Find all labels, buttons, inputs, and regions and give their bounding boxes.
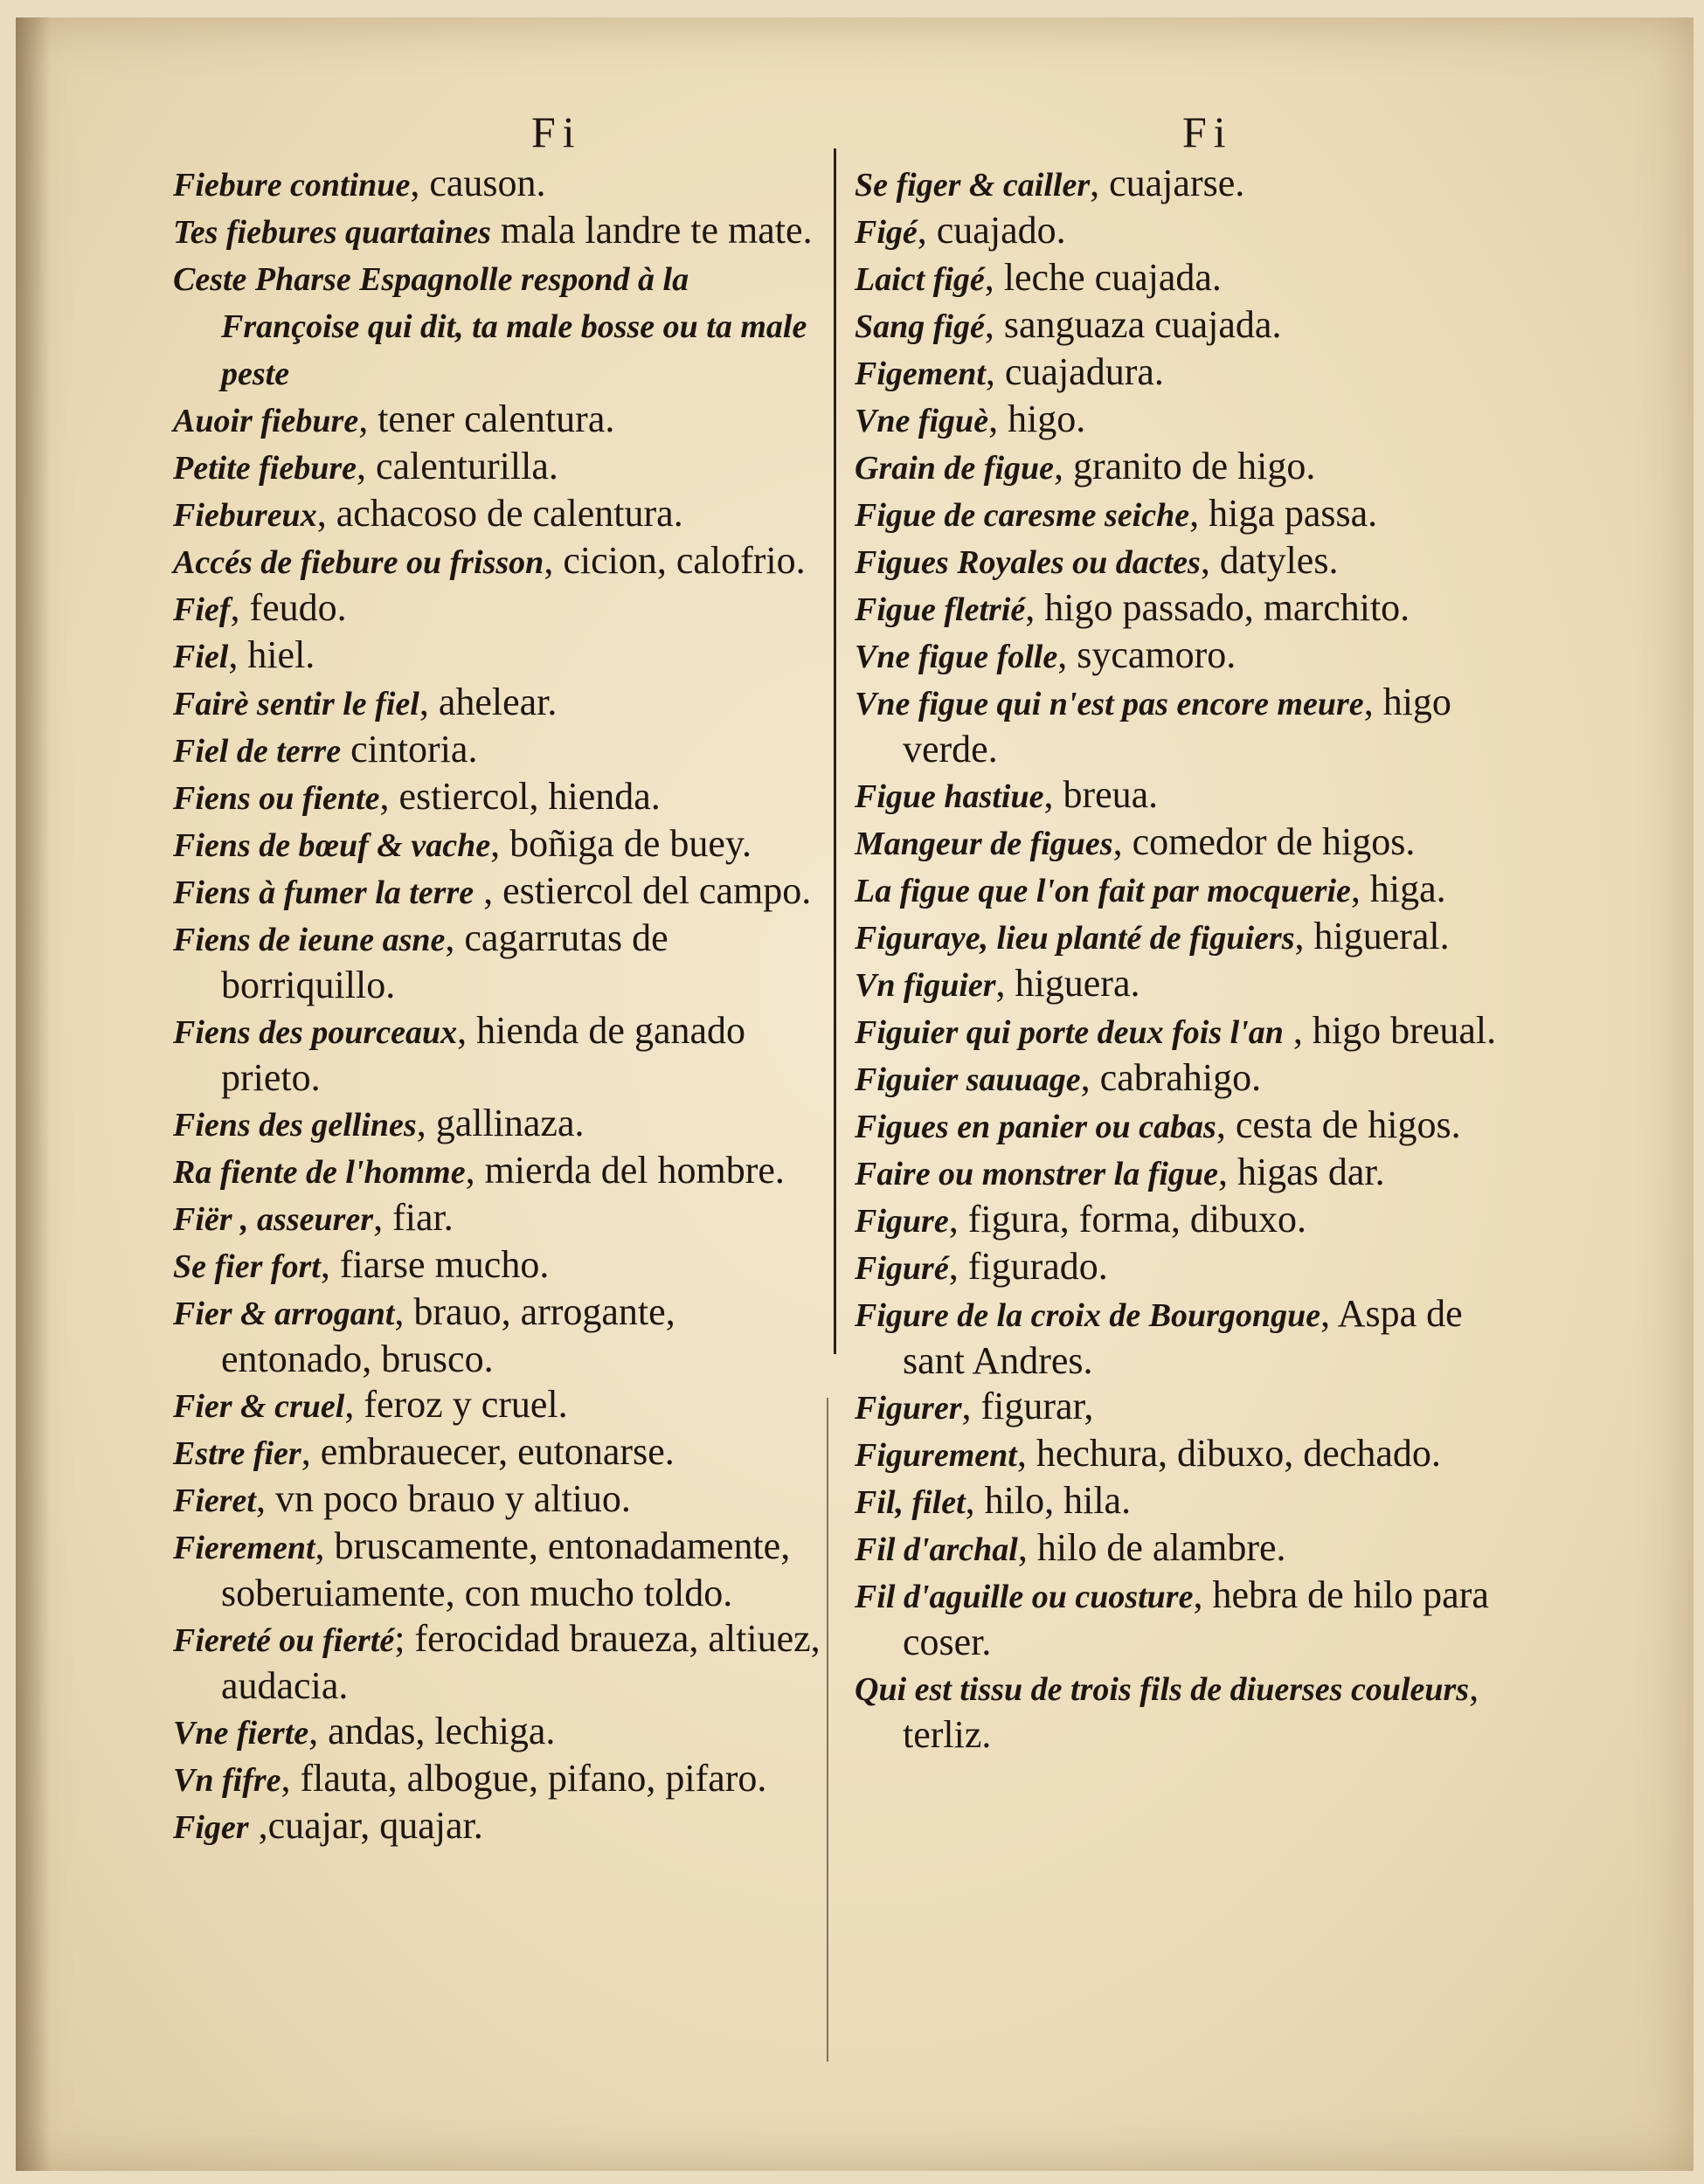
entry-headword: Figurer [855,1390,962,1427]
dictionary-entry [173,632,828,680]
entry-translation: , vn poco brauo y altiuo. [255,1477,631,1520]
dictionary-entry [173,1242,828,1289]
entry-headword: Accés de fiebure ou frisson [173,544,544,581]
column-divider [834,149,836,1354]
entry-translation: , leche cuajada. [984,256,1222,299]
dictionary-entry [173,397,828,444]
dictionary-entry [173,916,828,1008]
entry-headword: Figer [173,1809,249,1846]
entry-translation: cintoria. [341,728,478,771]
entry-headword: Sang figé [855,308,985,345]
entry-headword: Figurement [855,1437,1017,1474]
dictionary-entry [173,444,828,491]
entry-translation: , hienda de ganado prieto. [221,1009,746,1099]
entry-translation: , tener calentura. [358,397,615,440]
entry-translation: , higo. [988,397,1086,440]
entry-headword: Figuier sauuage [855,1061,1081,1098]
entry-headword: Fierement [173,1530,315,1566]
entry-headword: Ra fiente de l'homme [173,1154,466,1191]
entry-headword: Figement [855,356,986,392]
entry-translation: , sanguaza cuajada. [984,303,1282,346]
entry-headword: Fiens ou fiente [173,780,380,817]
dictionary-entry [173,821,828,868]
entry-headword: Figuré [855,1250,949,1287]
entry-headword: Vne figue folle [855,639,1058,675]
entry-translation: , higueral. [1294,915,1450,957]
dictionary-entry [173,1476,828,1524]
entry-headword: Petite fiebure [173,450,357,487]
entry-translation: , cuajadura. [985,350,1164,393]
running-header-left: Fi [531,107,582,156]
entry-headword: La figue que l'on fait par mocquerie [855,873,1351,909]
dictionary-entry [855,1478,1519,1525]
entry-translation: , andas, lechiga. [308,1710,556,1752]
dictionary-entry [855,1055,1519,1102]
entry-translation: , figurar, [961,1385,1094,1427]
dictionary-entry [855,1665,1519,1758]
entry-translation: , higa. [1350,867,1446,910]
entry-headword: Fiens à fumer la terre [173,874,474,911]
entry-headword: Fier & cruel [173,1388,345,1425]
entry-headword: Figue fletrié [855,591,1026,628]
dictionary-entry [173,727,828,774]
entry-headword: Fief [173,591,231,628]
dictionary-entry [173,1382,828,1429]
entry-headword: Fiel de terre [173,733,342,770]
entry-translation: , datyles. [1200,539,1339,582]
entry-headword: Fieret [173,1482,256,1519]
dictionary-entry [173,1756,828,1803]
entry-headword: Fiebure continue [173,167,411,204]
dictionary-entry [855,819,1519,867]
entry-translation: , figura, forma, dibuxo. [948,1198,1307,1241]
entry-translation: , hebra de hilo para coser. [903,1573,1489,1663]
right-column [855,161,1519,1758]
dictionary-entry [855,1525,1519,1572]
dictionary-entry [173,774,828,821]
entry-translation: , higuera. [995,962,1140,1005]
entry-translation: , higa passa. [1189,492,1378,535]
entry-translation: , cicion, calofrio. [544,539,806,582]
entry-headword: Fiereté ou fierté [173,1622,395,1659]
dictionary-entry [173,161,828,208]
entry-headword: Vn fifre [173,1762,281,1799]
left-column [173,161,828,1850]
entry-translation: , cagarrutas de borriquillo. [221,916,668,1006]
entry-translation: , cuajado. [917,209,1066,252]
entry-headword: Vne figue qui n'est pas encore meure [855,686,1364,722]
dictionary-entry [855,161,1519,208]
dictionary-entry [173,538,828,585]
entry-headword: Fil, filet [855,1484,966,1521]
entry-translation: , hilo, hila. [965,1479,1132,1522]
dictionary-entry [855,914,1519,961]
entry-headword: Vne figuè [855,403,989,439]
entry-translation: , achacoso de calentura. [316,492,683,535]
entry-translation: , hiel. [228,633,315,676]
entry-headword: Figues en panier ou cabas [855,1109,1216,1145]
entry-translation: , hilo de alambre. [1017,1526,1286,1569]
entry-headword: Laict figé [855,261,985,298]
entry-headword: Tes fiebures quartaines [173,214,491,251]
entry-headword: Figuier qui porte deux fois l'an [855,1014,1284,1051]
dictionary-entry [855,1244,1519,1291]
entry-translation: , boñiga de buey. [490,822,752,865]
dictionary-entry [855,302,1519,349]
entry-headword: Mangeur de figues [855,826,1113,862]
dictionary-entry [173,868,828,916]
entry-translation: , terliz. [903,1666,1479,1756]
entry-headword: Figure [855,1203,949,1240]
entry-headword: Estre fier [173,1435,301,1472]
dictionary-entry [855,538,1519,585]
entry-translation: ; ferocidad braueza, altiuez, audacia. [221,1617,821,1707]
entry-headword: Fiebureux [173,497,317,534]
dictionary-entry [173,1616,828,1709]
entry-translation: mala landre te mate. [490,209,813,252]
dictionary-entry [173,1429,828,1476]
entry-headword: Figuraye, lieu planté de figuiers [855,920,1295,957]
entry-headword: Se fier fort [173,1248,321,1285]
entry-headword: Fier & arrogant [173,1296,395,1332]
entry-translation: , higas dar. [1217,1151,1385,1193]
entry-headword: Fil d'archal [855,1531,1018,1568]
entry-translation: , higo passado, marchito. [1025,586,1410,629]
entry-headword: Fiens des pourceaux [173,1014,458,1051]
entry-translation: , causon. [410,162,546,204]
entry-headword: Se figer & cailler [855,167,1091,204]
entry-translation: , figurado. [948,1245,1108,1288]
dictionary-entry [855,491,1519,538]
entry-headword: Faire ou monstrer la figue [855,1156,1218,1192]
entry-translation: , gallinaza. [416,1102,585,1144]
dictionary-entry [855,1431,1519,1478]
entry-translation: , higo verde. [903,681,1451,771]
dictionary-entry [173,255,828,397]
dictionary-entry [855,1102,1519,1150]
entry-translation: , calenturilla. [356,445,558,487]
entry-headword: Auoir fiebure [173,403,359,439]
dictionary-entry [855,444,1519,491]
entry-translation: , embrauecer, eutonarse. [301,1430,675,1473]
dictionary-entry [855,1384,1519,1431]
entry-translation: , estiercol, hienda. [379,775,661,818]
dictionary-entry [855,1008,1519,1055]
entry-translation: , fiarse mucho. [320,1243,550,1286]
entry-headword: Grain de figue [855,450,1054,487]
dictionary-entry [173,585,828,632]
entry-translation: , mierda del hombre. [465,1149,785,1192]
dictionary-entry [173,1524,828,1616]
entry-headword: Fiens de bœuf & vache [173,827,491,864]
entry-headword: Fiens de ieune asne [173,922,446,958]
entry-headword: Figue de caresme seiche [855,497,1190,534]
dictionary-entry [855,208,1519,255]
entry-translation: , ahelear. [419,681,558,723]
entry-headword: Fiel [173,639,229,675]
dictionary-entry [855,585,1519,632]
dictionary-entry [173,1008,828,1101]
entry-translation: , cuajarse. [1090,162,1245,204]
dictionary-entry [855,1150,1519,1197]
entry-translation: , hechura, dibuxo, dechado. [1016,1432,1441,1475]
entry-headword: Fil d'aguille ou cuosture [855,1579,1194,1615]
entry-headword: Figé [855,214,918,251]
book-page [16,17,1694,2171]
dictionary-entry [173,1289,828,1382]
entry-translation: , Aspa de sant Andres. [903,1292,1463,1382]
entry-translation: , flauta, albogue, pifano, pifaro. [281,1757,767,1800]
entry-translation: , cesta de higos. [1216,1103,1461,1146]
dictionary-entry [855,397,1519,444]
entry-translation: , brauo, arrogante, entonado, brusco. [221,1290,675,1380]
dictionary-entry [173,491,828,538]
dictionary-entry [173,1709,828,1756]
entry-headword: Figure de la croix de Bourgongue [855,1297,1321,1334]
dictionary-entry [855,632,1519,680]
entry-headword: Vn figuier [855,967,996,1004]
dictionary-entry [855,680,1519,772]
dictionary-entry [855,1572,1519,1665]
entry-translation: , granito de higo. [1054,445,1316,487]
entry-translation: , comedor de higos. [1112,820,1416,863]
dictionary-entry [855,255,1519,302]
dictionary-entry [173,1101,828,1148]
entry-translation: , higo breual. [1283,1009,1497,1052]
entry-translation: , estiercol del campo. [474,869,812,912]
dictionary-entry [855,349,1519,397]
entry-headword: Vne fierte [173,1715,309,1752]
entry-translation: , feroz y cruel. [344,1383,568,1426]
entry-translation: , breua. [1043,773,1159,816]
dictionary-entry [173,680,828,727]
running-header-right: Fi [1182,107,1233,156]
binding-shadow [16,17,51,2171]
dictionary-entry [173,1803,828,1850]
entry-headword: Fairè sentir le fiel [173,686,419,722]
dictionary-entry [855,867,1519,914]
entry-headword: Figues Royales ou dactes [855,544,1201,581]
dictionary-entry [855,1197,1519,1244]
entry-headword: Ceste Pharse Espagnolle respond à la Françoise qui dit, ta male bosse ou ta male peste [173,261,807,392]
dictionary-entry [855,961,1519,1008]
dictionary-entry [855,1291,1519,1384]
entry-translation: , feudo. [230,586,347,629]
entry-headword: Fiër , asseurer [173,1201,374,1238]
entry-headword: Fiens des gellines [173,1107,417,1144]
entry-translation: , fiar. [373,1196,454,1239]
entry-translation: , sycamoro. [1057,633,1236,676]
dictionary-entry [173,1195,828,1242]
dictionary-entry [855,772,1519,819]
dictionary-entry [173,208,828,255]
entry-headword: Figue hastiue [855,778,1044,815]
dictionary-entry [173,1148,828,1195]
entry-translation: , bruscamente, entonadamente, soberuiamente, con mucho toldo. [221,1524,791,1614]
entry-translation: ,cuajar, quajar. [248,1804,483,1847]
entry-headword: Qui est tissu de trois fils de diuerses couleurs [855,1671,1470,1708]
entry-translation: , cabrahigo. [1080,1056,1262,1099]
